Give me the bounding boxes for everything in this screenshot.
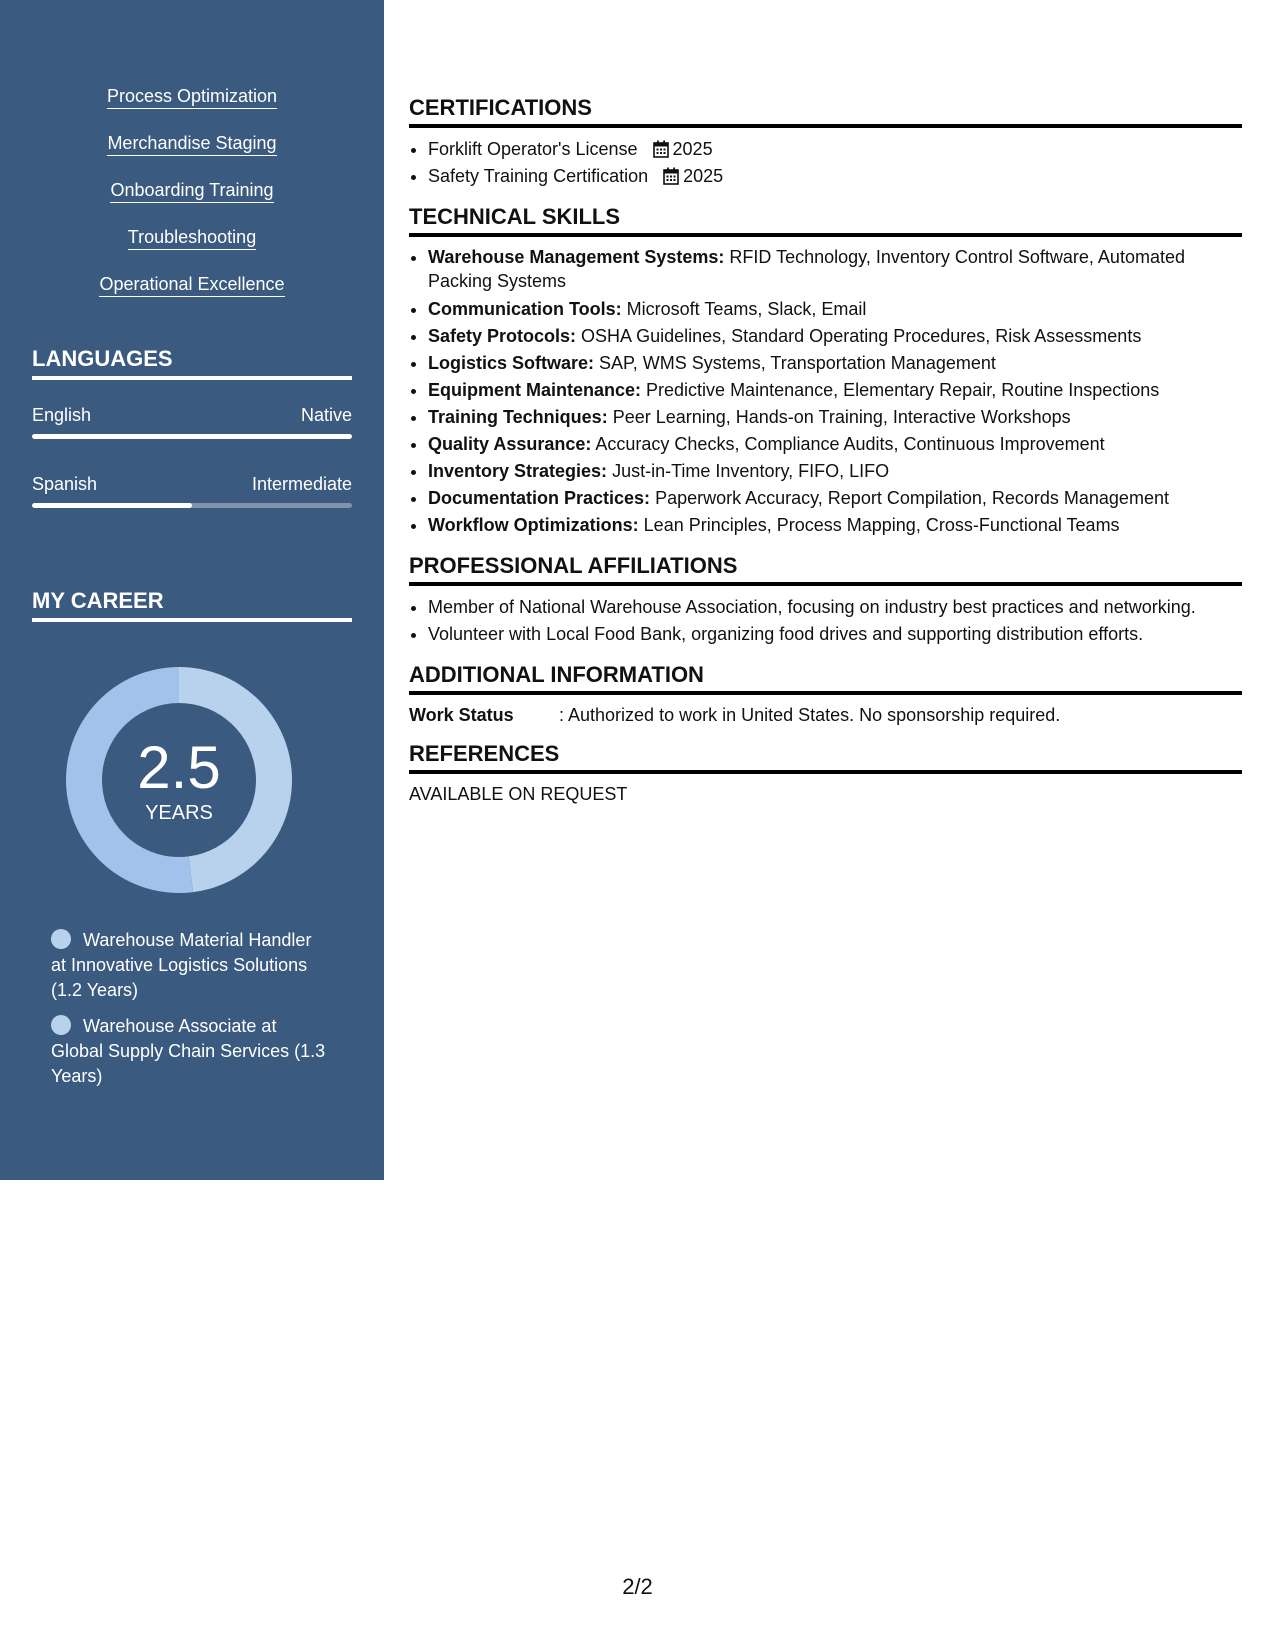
career-total-years: 2.5 xyxy=(137,734,221,801)
affiliation-item: • Volunteer with Local Food Bank, organizing food drives and supporting distribution efforts. xyxy=(428,621,1242,648)
skill-detail: Paperwork Accuracy, Report Compilation, Records Management xyxy=(650,488,1169,508)
language-bar-english xyxy=(32,434,352,439)
skill-category: Inventory Strategies: xyxy=(428,461,608,481)
skill-detail: RFID Technology, Inventory Control Software, Automated Packing Systems xyxy=(428,247,1185,291)
skill-category: Safety Protocols: xyxy=(428,326,577,346)
certification-year: 2025 xyxy=(672,139,713,159)
skills-list xyxy=(0,86,384,321)
technical-skills-section xyxy=(409,204,1242,539)
references-heading: REFERENCES xyxy=(409,741,1242,774)
technical-skill-item xyxy=(428,404,1242,431)
certifications-list xyxy=(409,136,1242,190)
career-item xyxy=(51,1014,331,1089)
technical-skill-item xyxy=(428,296,1242,323)
technical-skill-item xyxy=(428,512,1242,539)
main-content xyxy=(409,95,1242,820)
work-status-label: Work Status xyxy=(409,705,514,725)
technical-skill-item xyxy=(428,350,1242,377)
career-item-text: Warehouse Associate at Global Supply Chain Services (1.3 Years) xyxy=(51,1016,326,1086)
skill-tag: Merchandise Staging xyxy=(107,133,276,156)
technical-skill-item xyxy=(428,458,1242,485)
skill-tag: Process Optimization xyxy=(107,86,277,109)
skill-category: Quality Assurance: xyxy=(428,434,592,454)
affiliations-section xyxy=(409,553,1242,648)
language-bar-fill xyxy=(32,434,352,439)
language-bar-spanish xyxy=(32,503,352,508)
technical-skill-item xyxy=(428,431,1242,458)
affiliations-heading: PROFESSIONAL AFFILIATIONS xyxy=(409,553,1242,586)
certifications-section xyxy=(409,95,1242,190)
page-number: 2/2 xyxy=(622,1574,653,1599)
additional-info-section xyxy=(409,662,1242,727)
skill-category: Logistics Software: xyxy=(428,353,595,373)
languages-heading: LANGUAGES xyxy=(32,346,352,380)
skill-detail: Peer Learning, Hands-on Training, Interactive Workshops xyxy=(607,407,1071,427)
certification-name: Safety Training Certification xyxy=(428,166,649,186)
career-years-unit: YEARS xyxy=(145,802,213,824)
skill-category: Warehouse Management Systems: xyxy=(428,247,725,267)
skill-detail: SAP, WMS Systems, Transportation Management xyxy=(594,353,996,373)
additional-info-heading: ADDITIONAL INFORMATION xyxy=(409,662,1242,695)
skill-detail: Just-in-Time Inventory, FIFO, LIFO xyxy=(607,461,890,481)
affiliations-list xyxy=(409,594,1242,648)
technical-skills-heading: TECHNICAL SKILLS xyxy=(409,204,1242,237)
certification-item xyxy=(428,136,1242,163)
work-status-row xyxy=(409,703,1242,727)
skill-detail: Lean Principles, Process Mapping, Cross-Functional Teams xyxy=(638,515,1120,535)
certification-item xyxy=(428,163,1242,190)
language-name: Spanish xyxy=(32,474,98,494)
certification-name: Forklift Operator's License xyxy=(428,139,638,159)
career-dot-icon xyxy=(51,929,71,949)
skill-category: Equipment Maintenance: xyxy=(428,380,642,400)
skill-category: Workflow Optimizations: xyxy=(428,515,639,535)
sidebar xyxy=(0,0,384,1180)
technical-skill-item xyxy=(428,245,1242,296)
work-status-value: : Authorized to work in United States. No sponsorship required. xyxy=(559,705,1061,725)
language-bar-fill xyxy=(32,503,192,508)
calendar-icon xyxy=(653,140,669,158)
skill-category: Communication Tools: xyxy=(428,299,622,319)
language-level: Intermediate xyxy=(251,474,352,494)
skill-detail: OSHA Guidelines, Standard Operating Procedures, Risk Assessments xyxy=(576,326,1142,346)
technical-skills-list xyxy=(409,245,1242,539)
technical-skill-item xyxy=(428,323,1242,350)
skill-category: Documentation Practices: xyxy=(428,488,651,508)
skill-tag: Troubleshooting xyxy=(128,227,256,250)
career-list xyxy=(51,928,331,1100)
skill-tag: Operational Excellence xyxy=(99,274,284,297)
skill-category: Training Techniques: xyxy=(428,407,608,427)
certification-year: 2025 xyxy=(683,166,724,186)
references-section xyxy=(409,741,1242,806)
technical-skill-item xyxy=(428,485,1242,512)
certifications-heading: CERTIFICATIONS xyxy=(409,95,1242,128)
technical-skill-item xyxy=(428,377,1242,404)
career-dot-icon xyxy=(51,1015,71,1035)
career-heading: MY CAREER xyxy=(32,588,352,622)
references-text: AVAILABLE ON REQUEST xyxy=(409,784,628,804)
language-level: Native xyxy=(300,405,352,425)
skill-detail: Accuracy Checks, Compliance Audits, Continuous Improvement xyxy=(591,434,1105,454)
language-name: English xyxy=(32,405,92,425)
calendar-icon xyxy=(663,167,679,185)
language-row-spanish xyxy=(32,473,352,495)
skill-detail: Microsoft Teams, Slack, Email xyxy=(621,299,867,319)
career-item xyxy=(51,928,331,1003)
career-item-text: Warehouse Material Handler at Innovative Logistics Solutions (1.2 Years) xyxy=(51,930,312,1000)
language-row-english xyxy=(32,404,352,426)
skill-detail: Predictive Maintenance, Elementary Repair, Routine Inspections xyxy=(641,380,1160,400)
skill-tag: Onboarding Training xyxy=(110,180,273,203)
affiliation-item: • Member of National Warehouse Association, focusing on industry best practices and networking. xyxy=(428,594,1242,621)
